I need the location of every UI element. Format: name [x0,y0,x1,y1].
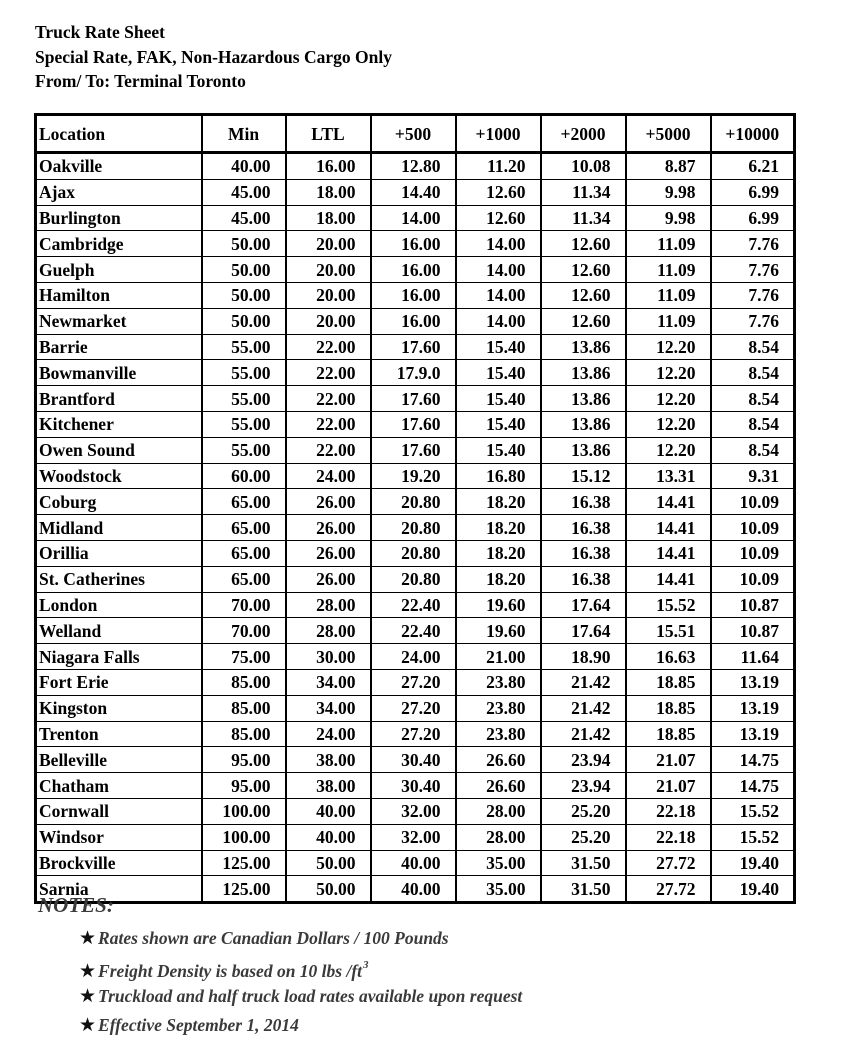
cell-1000: 19.60 [456,592,541,618]
cell-min: 65.00 [202,540,286,566]
cell-location: Chatham [36,773,202,799]
table-row [36,540,795,566]
cell-ltl: 20.00 [286,308,371,334]
cell-ltl: 22.00 [286,360,371,386]
cell-ltl: 22.00 [286,411,371,437]
table-row [36,695,795,721]
cell-10000: 8.54 [711,411,795,437]
cell-5000: 11.09 [626,231,711,257]
cell-10000: 10.09 [711,515,795,541]
table-row [36,747,795,773]
cell-2000: 13.86 [541,386,626,412]
cell-500: 32.00 [371,798,456,824]
cell-ltl: 26.00 [286,540,371,566]
cell-location: Welland [36,618,202,644]
cell-ltl: 34.00 [286,669,371,695]
table-row [36,773,795,799]
cell-500: 16.00 [371,231,456,257]
cell-min: 95.00 [202,747,286,773]
cell-2000: 16.38 [541,515,626,541]
cell-ltl: 34.00 [286,695,371,721]
cell-5000: 14.41 [626,540,711,566]
note-item [79,1011,522,1040]
cell-10000: 6.99 [711,205,795,231]
cell-location: Ajax [36,179,202,205]
cell-2000: 13.86 [541,411,626,437]
cell-ltl: 16.00 [286,153,371,180]
table-row [36,360,795,386]
notes-title: NOTES: [38,893,114,917]
cell-min: 75.00 [202,644,286,670]
cell-2000: 23.94 [541,747,626,773]
cell-1000: 16.80 [456,463,541,489]
cell-ltl: 20.00 [286,231,371,257]
cell-min: 55.00 [202,360,286,386]
cell-2000: 11.34 [541,205,626,231]
table-row [36,205,795,231]
cell-location: Trenton [36,721,202,747]
cell-location: Barrie [36,334,202,360]
cell-500: 16.00 [371,282,456,308]
cell-10000: 10.09 [711,540,795,566]
cell-10000: 11.64 [711,644,795,670]
cell-ltl: 40.00 [286,798,371,824]
cell-1000: 18.20 [456,489,541,515]
table-row [36,824,795,850]
cell-location: Cambridge [36,231,202,257]
cell-500: 20.80 [371,540,456,566]
cell-5000: 9.98 [626,205,711,231]
cell-10000: 6.21 [711,153,795,180]
cell-ltl: 50.00 [286,850,371,876]
cell-2000: 17.64 [541,592,626,618]
cell-2000: 16.38 [541,489,626,515]
cell-1000: 15.40 [456,360,541,386]
cell-500: 22.40 [371,618,456,644]
cell-location: Orillia [36,540,202,566]
cell-2000: 10.08 [541,153,626,180]
cell-5000: 11.09 [626,257,711,283]
cell-5000: 8.87 [626,153,711,180]
note-text: Effective September 1, 2014 [98,1015,299,1035]
cell-1000: 18.20 [456,515,541,541]
table-row [36,721,795,747]
cell-1000: 28.00 [456,824,541,850]
cell-10000: 19.40 [711,850,795,876]
cell-ltl: 22.00 [286,334,371,360]
cell-1000: 35.00 [456,850,541,876]
cell-location: Kitchener [36,411,202,437]
table-row [36,437,795,463]
table-row [36,282,795,308]
cell-10000: 7.76 [711,282,795,308]
cell-2000: 13.86 [541,360,626,386]
table-row [36,515,795,541]
rate-table [34,113,796,904]
cell-500: 17.9.0 [371,360,456,386]
cell-2000: 25.20 [541,798,626,824]
cell-min: 45.00 [202,205,286,231]
note-text: Freight Density is based on 10 lbs /ft [98,960,363,981]
cell-ltl: 18.00 [286,205,371,231]
cell-5000: 14.41 [626,515,711,541]
cell-location: Newmarket [36,308,202,334]
cell-5000: 13.31 [626,463,711,489]
cell-1000: 18.20 [456,566,541,592]
cell-500: 17.60 [371,437,456,463]
cell-2000: 12.60 [541,308,626,334]
cell-min: 50.00 [202,257,286,283]
cell-5000: 15.51 [626,618,711,644]
cell-500: 19.20 [371,463,456,489]
document-header [35,20,392,94]
cell-500: 24.00 [371,644,456,670]
cell-5000: 18.85 [626,721,711,747]
cell-500: 30.40 [371,773,456,799]
cell-500: 20.80 [371,515,456,541]
cell-10000: 7.76 [711,308,795,334]
cell-location: Woodstock [36,463,202,489]
cell-5000: 21.07 [626,773,711,799]
cell-2000: 13.86 [541,334,626,360]
cell-5000: 14.41 [626,566,711,592]
rate-table-body [36,153,795,903]
cell-location: Burlington [36,205,202,231]
cell-500: 16.00 [371,308,456,334]
cell-ltl: 20.00 [286,257,371,283]
cell-500: 20.80 [371,566,456,592]
cell-10000: 14.75 [711,773,795,799]
cell-500: 27.20 [371,721,456,747]
cell-10000: 6.99 [711,179,795,205]
note-text: Rates shown are Canadian Dollars / 100 Pounds [98,928,449,948]
table-row [36,489,795,515]
table-row [36,411,795,437]
table-row [36,669,795,695]
cell-location: Windsor [36,824,202,850]
cell-500: 27.20 [371,669,456,695]
column-header-2000: +2000 [541,115,626,153]
cell-10000: 14.75 [711,747,795,773]
cell-min: 125.00 [202,850,286,876]
cell-2000: 17.64 [541,618,626,644]
cell-min: 45.00 [202,179,286,205]
table-row [36,153,795,180]
route-info: From/ To: Terminal Toronto [35,71,246,91]
star-icon: ★ [79,985,97,1007]
cell-10000: 7.76 [711,257,795,283]
cell-5000: 22.18 [626,798,711,824]
cell-1000: 18.20 [456,540,541,566]
cell-location: London [36,592,202,618]
cell-2000: 25.20 [541,824,626,850]
cell-ltl: 38.00 [286,747,371,773]
cell-5000: 18.85 [626,695,711,721]
cell-500: 14.00 [371,205,456,231]
cell-10000: 13.19 [711,695,795,721]
star-icon: ★ [79,959,97,982]
cell-500: 16.00 [371,257,456,283]
cell-location: Coburg [36,489,202,515]
cell-min: 65.00 [202,489,286,515]
cell-ltl: 26.00 [286,515,371,541]
cell-10000: 8.54 [711,334,795,360]
cell-1000: 14.00 [456,257,541,283]
cell-min: 55.00 [202,386,286,412]
cell-1000: 12.60 [456,179,541,205]
cell-location: Hamilton [36,282,202,308]
cell-ltl: 28.00 [286,592,371,618]
cell-1000: 11.20 [456,153,541,180]
cell-min: 40.00 [202,153,286,180]
cell-1000: 15.40 [456,386,541,412]
cell-ltl: 22.00 [286,437,371,463]
cell-5000: 16.63 [626,644,711,670]
cell-10000: 10.87 [711,592,795,618]
cell-5000: 12.20 [626,360,711,386]
column-header-500: +500 [371,115,456,153]
note-superscript: 3 [363,959,369,971]
table-row [36,179,795,205]
cell-min: 60.00 [202,463,286,489]
table-row [36,463,795,489]
cell-1000: 14.00 [456,308,541,334]
cell-5000: 11.09 [626,308,711,334]
cell-500: 12.80 [371,153,456,180]
cell-2000: 18.90 [541,644,626,670]
cell-min: 70.00 [202,618,286,644]
cell-ltl: 20.00 [286,282,371,308]
document-title: Truck Rate Sheet [35,22,165,42]
cell-5000: 27.72 [626,876,711,903]
cell-500: 40.00 [371,850,456,876]
cell-500: 40.00 [371,876,456,903]
column-header-ltl: LTL [286,115,371,153]
cell-5000: 27.72 [626,850,711,876]
table-row [36,566,795,592]
cell-10000: 13.19 [711,669,795,695]
cell-min: 85.00 [202,695,286,721]
notes-list [79,924,522,1040]
cell-min: 50.00 [202,308,286,334]
cell-500: 17.60 [371,334,456,360]
column-header-min: Min [202,115,286,153]
cell-ltl: 24.00 [286,721,371,747]
document-subtitle: Special Rate, FAK, Non-Hazardous Cargo Only [35,46,392,67]
cell-1000: 35.00 [456,876,541,903]
cell-min: 55.00 [202,334,286,360]
cell-min: 95.00 [202,773,286,799]
cell-location: Sarnia [36,876,202,903]
cell-location: Niagara Falls [36,644,202,670]
cell-ltl: 18.00 [286,179,371,205]
cell-10000: 13.19 [711,721,795,747]
cell-2000: 21.42 [541,669,626,695]
table-row [36,231,795,257]
cell-10000: 19.40 [711,876,795,903]
cell-location: Brantford [36,386,202,412]
cell-5000: 9.98 [626,179,711,205]
cell-10000: 10.09 [711,489,795,515]
cell-1000: 26.60 [456,747,541,773]
cell-2000: 23.94 [541,773,626,799]
cell-ltl: 26.00 [286,566,371,592]
cell-min: 65.00 [202,515,286,541]
cell-10000: 8.54 [711,437,795,463]
cell-ltl: 40.00 [286,824,371,850]
cell-500: 17.60 [371,411,456,437]
cell-1000: 26.60 [456,773,541,799]
cell-location: Owen Sound [36,437,202,463]
note-item [79,953,522,982]
cell-min: 55.00 [202,437,286,463]
cell-ltl: 38.00 [286,773,371,799]
column-header-1000: +1000 [456,115,541,153]
cell-2000: 31.50 [541,876,626,903]
table-row [36,257,795,283]
cell-5000: 12.20 [626,334,711,360]
cell-1000: 21.00 [456,644,541,670]
cell-5000: 12.20 [626,386,711,412]
star-icon: ★ [79,1014,97,1036]
cell-2000: 11.34 [541,179,626,205]
cell-ltl: 26.00 [286,489,371,515]
star-icon: ★ [79,927,97,949]
cell-5000: 18.85 [626,669,711,695]
cell-1000: 28.00 [456,798,541,824]
cell-min: 55.00 [202,411,286,437]
cell-2000: 15.12 [541,463,626,489]
table-row [36,798,795,824]
notes-section [38,893,522,1040]
cell-2000: 16.38 [541,540,626,566]
cell-ltl: 30.00 [286,644,371,670]
cell-min: 100.00 [202,798,286,824]
cell-1000: 15.40 [456,437,541,463]
cell-500: 17.60 [371,386,456,412]
cell-5000: 15.52 [626,592,711,618]
table-row [36,618,795,644]
cell-1000: 14.00 [456,282,541,308]
cell-min: 85.00 [202,721,286,747]
cell-1000: 15.40 [456,411,541,437]
table-row [36,334,795,360]
cell-500: 30.40 [371,747,456,773]
cell-location: Kingston [36,695,202,721]
cell-location: St. Catherines [36,566,202,592]
cell-5000: 12.20 [626,437,711,463]
cell-ltl: 50.00 [286,876,371,903]
cell-500: 32.00 [371,824,456,850]
cell-500: 27.20 [371,695,456,721]
cell-min: 125.00 [202,876,286,903]
cell-1000: 23.80 [456,721,541,747]
cell-2000: 21.42 [541,695,626,721]
cell-location: Midland [36,515,202,541]
column-header-10000: +10000 [711,115,795,153]
table-header-row [36,115,795,153]
cell-2000: 13.86 [541,437,626,463]
cell-1000: 23.80 [456,669,541,695]
cell-10000: 15.52 [711,798,795,824]
cell-location: Fort Erie [36,669,202,695]
cell-10000: 10.87 [711,618,795,644]
note-text: Truckload and half truck load rates available upon request [98,986,523,1006]
cell-location: Oakville [36,153,202,180]
cell-min: 100.00 [202,824,286,850]
note-item [79,982,522,1011]
cell-location: Brockville [36,850,202,876]
cell-ltl: 24.00 [286,463,371,489]
cell-2000: 12.60 [541,231,626,257]
cell-5000: 11.09 [626,282,711,308]
cell-2000: 21.42 [541,721,626,747]
cell-10000: 7.76 [711,231,795,257]
table-row [36,308,795,334]
table-row [36,850,795,876]
column-header-5000: +5000 [626,115,711,153]
cell-1000: 15.40 [456,334,541,360]
cell-ltl: 22.00 [286,386,371,412]
cell-1000: 19.60 [456,618,541,644]
cell-min: 50.00 [202,282,286,308]
cell-10000: 9.31 [711,463,795,489]
cell-10000: 8.54 [711,386,795,412]
cell-1000: 23.80 [456,695,541,721]
cell-2000: 12.60 [541,257,626,283]
cell-2000: 16.38 [541,566,626,592]
cell-500: 20.80 [371,489,456,515]
cell-10000: 15.52 [711,824,795,850]
cell-location: Cornwall [36,798,202,824]
table-row [36,644,795,670]
cell-location: Guelph [36,257,202,283]
cell-2000: 31.50 [541,850,626,876]
cell-2000: 12.60 [541,282,626,308]
table-row [36,386,795,412]
cell-500: 22.40 [371,592,456,618]
table-row [36,592,795,618]
cell-location: Bowmanville [36,360,202,386]
cell-min: 70.00 [202,592,286,618]
cell-5000: 22.18 [626,824,711,850]
cell-5000: 12.20 [626,411,711,437]
cell-5000: 21.07 [626,747,711,773]
cell-10000: 8.54 [711,360,795,386]
cell-1000: 14.00 [456,231,541,257]
cell-1000: 12.60 [456,205,541,231]
cell-min: 65.00 [202,566,286,592]
cell-location: Belleville [36,747,202,773]
cell-500: 14.40 [371,179,456,205]
note-item [79,924,522,953]
cell-5000: 14.41 [626,489,711,515]
cell-min: 50.00 [202,231,286,257]
cell-min: 85.00 [202,669,286,695]
cell-10000: 10.09 [711,566,795,592]
cell-ltl: 28.00 [286,618,371,644]
column-header-location: Location [36,115,202,153]
